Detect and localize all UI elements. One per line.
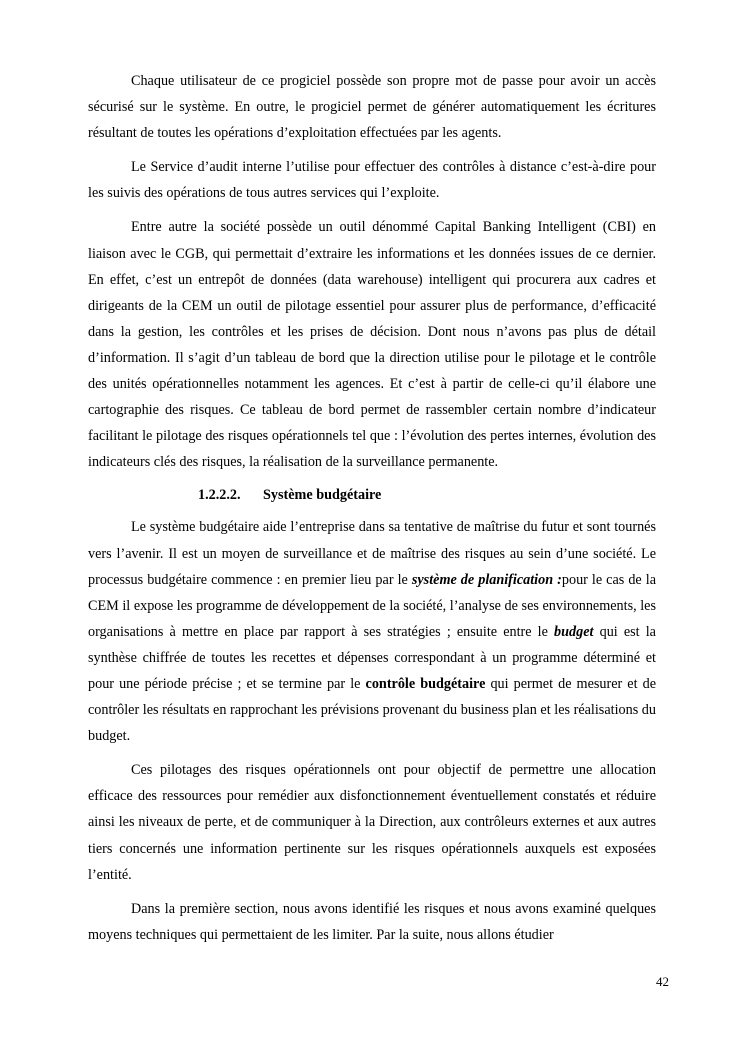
section-heading [88, 485, 656, 505]
paragraph-premiere-section: Dans la première section, nous avons identifié les risques et nous avons examiné quelques moyens techniques qui permettaient de les limiter. Par la suite, nous allons étudier [88, 900, 656, 943]
term-budget: budget [554, 623, 594, 640]
paragraph-progiciel: Chaque utilisateur de ce progiciel possède son propre mot de passe pour avoir un accès sécurisé sur le système. En outre, le progiciel permet de générer automatiquement les écritures résultant de toutes les opérations d’exploitation effectuées par les agents. [88, 73, 656, 142]
budget-text-part2: pour le cas de la CEM il expose les programme de développement de la société, l’analyse de ses environnements, les organisations à mettre en place par rapport à ses stratégies ; ensuite entre le [88, 571, 656, 640]
page-number: 42 [656, 974, 669, 989]
budget-text-part3: qui est la synthèse chiffrée de toutes les recettes et dépenses correspondant à un programme déterminé et pour une période précise ; et se termine par le [88, 623, 656, 692]
paragraph-audit-interne: Le Service d’audit interne l’utilise pour effectuer des contrôles à distance c’est-à-dire pour les suivis des opérations de tous autres services qui l’exploite. [88, 159, 656, 202]
budget-text-part1: Le système budgétaire aide l’entreprise dans sa tentative de maîtrise du futur et sont tournés vers l’avenir. Il est un moyen de surveillance et de maîtrise des risques au sein d’une société. Le processus budgétaire commence : en premier lieu par le [88, 519, 656, 588]
paragraph-systeme-budgetaire [88, 514, 656, 749]
budget-text-part4: qui permet de mesurer et de contrôler les résultats en rapprochant les prévisions provenant du business plan et les réalisations du budget. [88, 675, 657, 745]
term-systeme-planification: système de planification : [411, 571, 562, 588]
term-controle-budgetaire: contrôle budgétaire [365, 675, 486, 692]
paragraph-cbi: Entre autre la société possède un outil dénommé Capital Banking Intelligent (CBI) en liaison avec le CGB, qui permettait d’extraire les informations et les données issues de ce dernier. En effet, c’est un entrepôt de données (data warehouse) intelligent qui procurera aux cadres et dirigeants de la CEM un outil de pilotage essentiel pour assurer plus de performance, d’efficacité dans la gestion, les contrôles et les prises de décision. Dont nous n’avons pas plus de détail d’information. Il s’agit d’un tableau de bord que la direction utilise pour le pilotage et le contrôle des unités opérationnelles notamment les agences. Et c’est à partir de celle-ci qu’il élabore une cartographie des risques. Ce tableau de bord permet de rassembler certain nombre d’indicateur facilitant le pilotage des risques opérationnels tel que : l’évolution des pertes internes, évolution des indicateurs clés des risques, la réalisation de la surveillance permanente. [88, 219, 656, 471]
section-number: 1.2.2.2. [198, 487, 241, 504]
document-page [88, 68, 656, 948]
section-title: Système budgétaire [263, 487, 382, 504]
paragraph-pilotages: Ces pilotages des risques opérationnels ont pour objectif de permettre une allocation efficace des ressources pour remédier aux disfonctionnement éventuellement constatés et réduire ainsi les niveaux de perte, et de communiquer à la Direction, aux contrôleurs externes et aux autres tiers concernés une information pertinente sur les risques opérationnels auxquels est exposées l’entité. [88, 762, 656, 883]
